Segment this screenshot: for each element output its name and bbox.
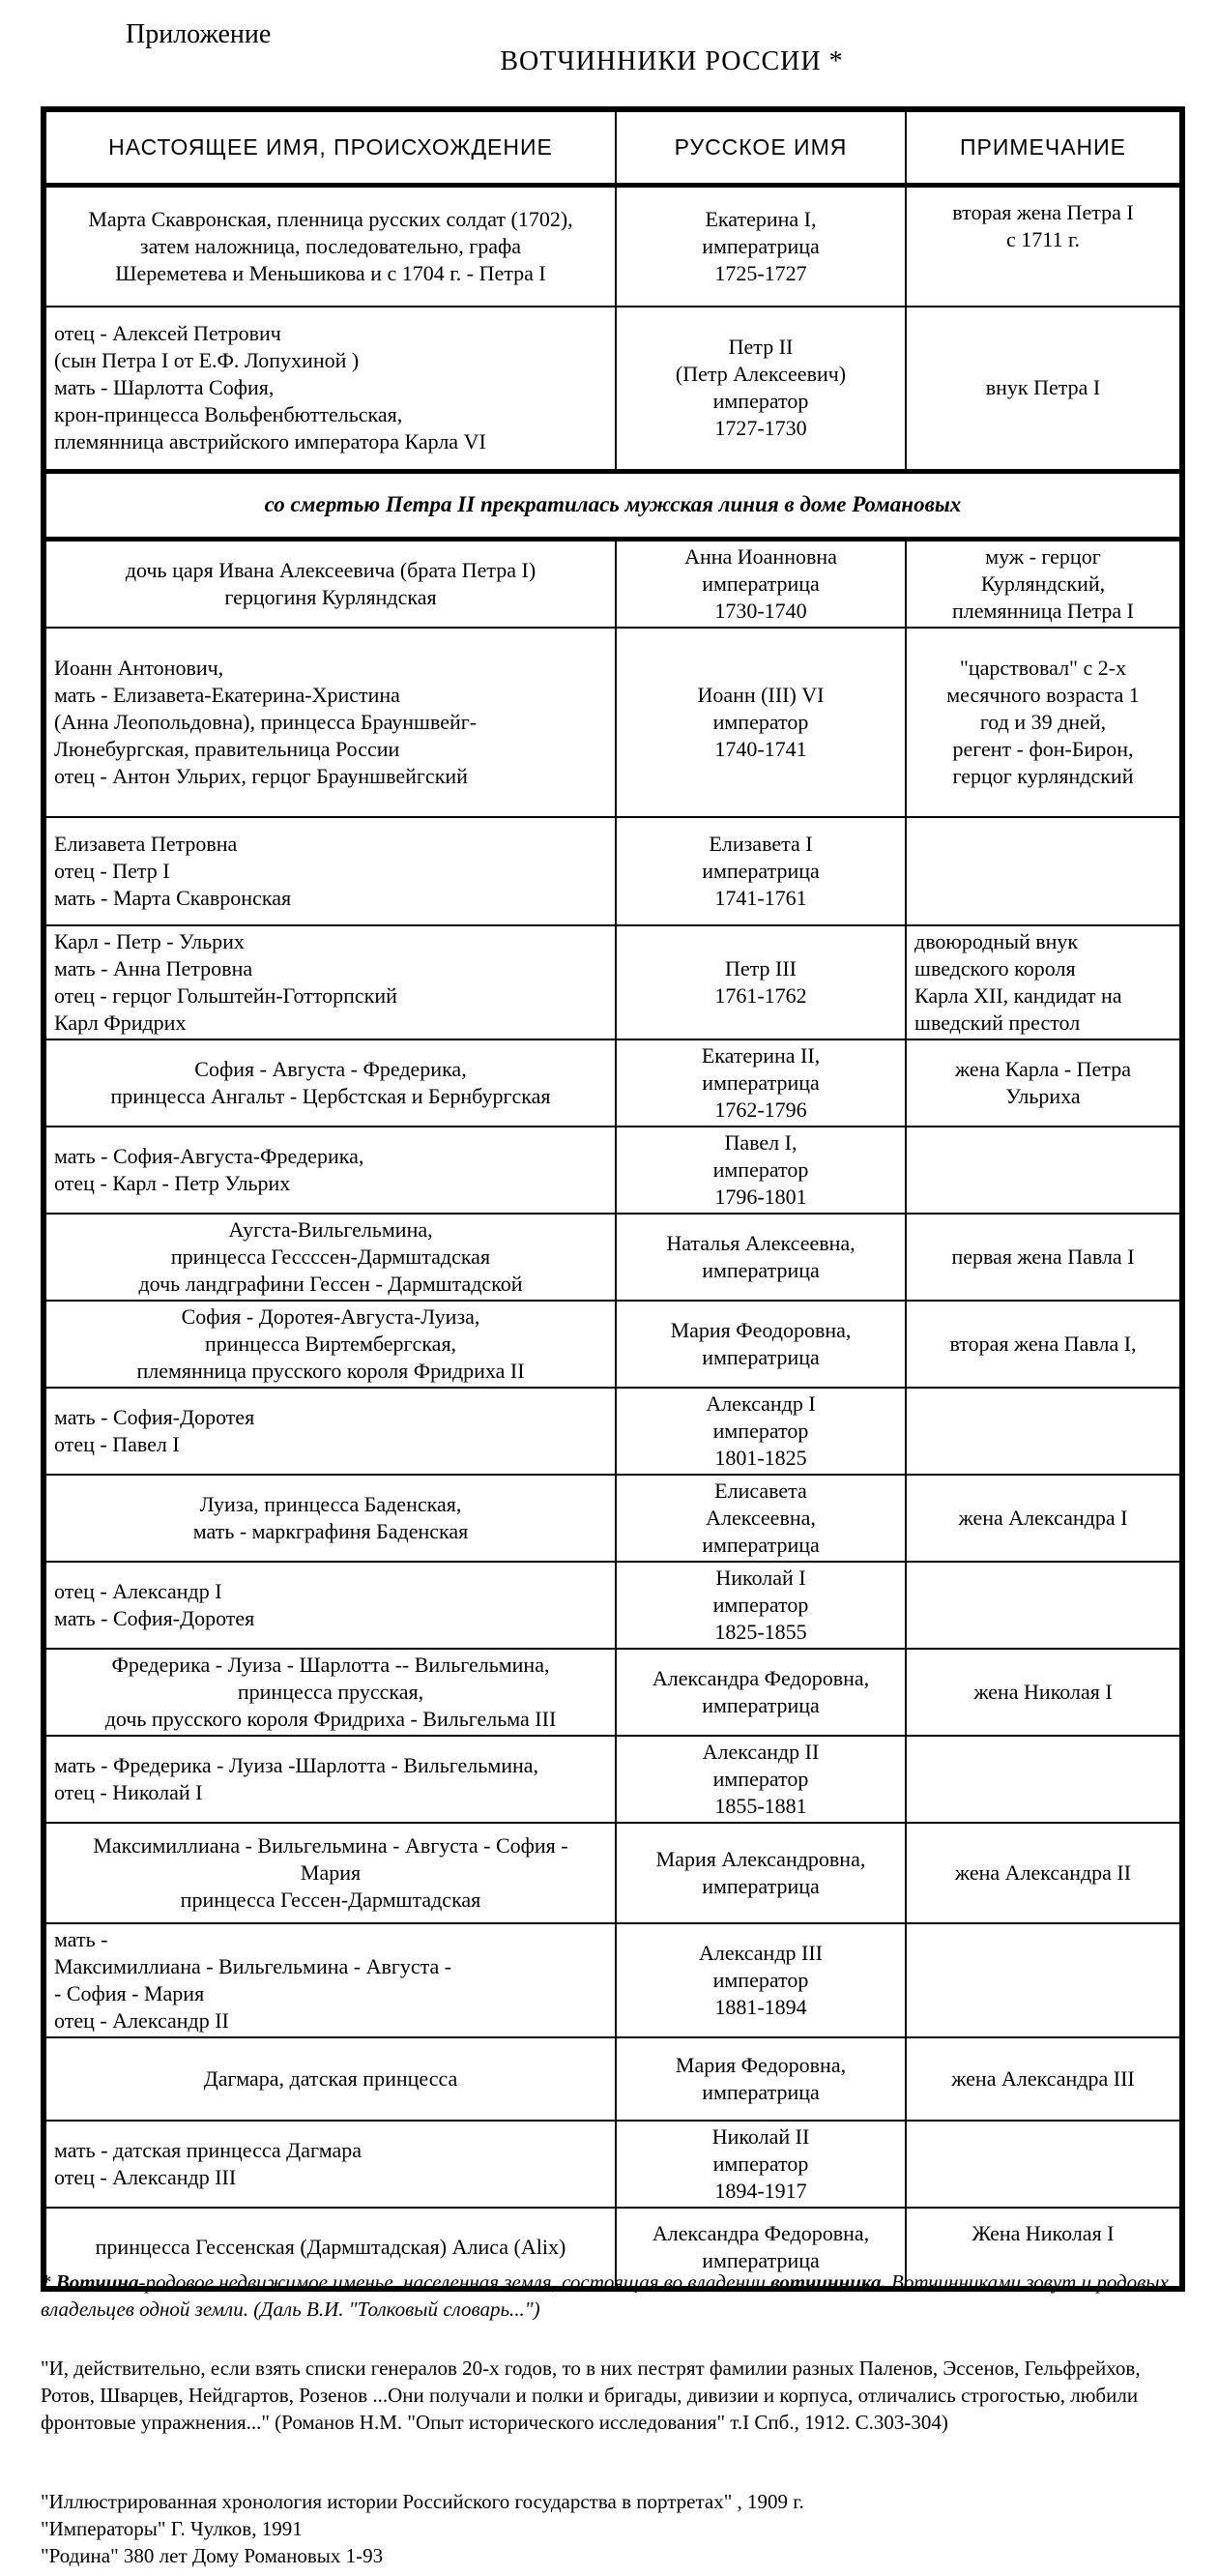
russian-name-cell: Александр I император 1801-1825 [616,1388,906,1475]
russian-name-cell: Александра Федоровна, императрица [616,2208,906,2289]
origin-cell: Луиза, принцесса Баденская, мать - маркграфиня Баденская [44,1475,616,1562]
table-row [44,1475,1182,1562]
origin-cell: мать - София-Доротея отец - Павел I [44,1388,616,1475]
column-header-origin: НАСТОЯЩЕЕ ИМЯ, ПРОИСХОЖДЕНИЕ [44,109,616,185]
sources-list [41,2488,1181,2569]
table-row [44,1736,1182,1823]
origin-cell: Елизавета Петровна отец - Петр I мать - Марта Скавронская [44,817,616,925]
origin-cell: мать - Фредерика - Луиза -Шарлотта - Вильгельмина, отец - Николай I [44,1736,616,1823]
footnote-star: * [41,2270,56,2294]
page-title: ВОТЧИННИКИ РОССИИ * [500,46,844,76]
origin-cell: принцесса Гессенская (Дармштадская) Алиса (Alix) [44,2208,616,2289]
footnote-term-2: вотчинника. [770,2270,886,2294]
origin-cell: София - Августа - Фредерика, принцесса Ангальт - Цербстская и Бернбургская [44,1039,616,1127]
divider-text: со смертью Петра II прекратилась мужская линия в доме Романовых [44,471,1182,539]
russian-name-cell: Елисавета Алексеевна, императрица [616,1475,906,1562]
origin-cell: мать - Максимиллиана - Вильгельмина - Августа - - София - Мария отец - Александр II [44,1923,616,2037]
note-cell: внук Петра I [906,307,1182,471]
note-cell [906,1736,1182,1823]
note-cell [906,1923,1182,2037]
origin-cell: Фредерика - Луиза - Шарлотта -- Вильгельмина, принцесса прусская, дочь прусского короля Фридриха - Вильгельма III [44,1649,616,1736]
origin-cell: дочь царя Ивана Алексеевича (брата Петра I) герцогиня Курляндская [44,539,616,628]
origin-cell: мать - София-Августа-Фредерика, отец - Карл - Петр Ульрих [44,1127,616,1214]
table-row [44,2037,1182,2121]
note-cell: муж - герцог Курляндский, племянница Петра I [906,539,1182,628]
origin-cell: отец - Алексей Петрович (сын Петра I от Е.Ф. Лопухиной ) мать - Шарлотта София, крон-принцесса Вольфенбюттельская, племянница австрийского императора Карла VI [44,307,616,471]
origin-cell: отец - Александр I мать - София-Доротея [44,1562,616,1649]
table-row [44,1923,1182,2037]
table-row [44,925,1182,1039]
russian-name-cell: Николай II император 1894-1917 [616,2121,906,2208]
table-row [44,1649,1182,1736]
origin-cell: Марта Скавронская, пленница русских солдат (1702), затем наложница, последовательно, графа Шереметева и Меньшикова и с 1704 г. - Петра I [44,185,616,307]
russian-name-cell: Александр III император 1881-1894 [616,1923,906,2037]
origin-cell: София - Доротея-Августа-Луиза, принцесса Виртембергская, племянница прусского короля Фридриха II [44,1301,616,1388]
origin-cell: Дагмара, датская принцесса [44,2037,616,2121]
note-cell: жена Александра III [906,2037,1182,2121]
note-cell [906,2121,1182,2208]
russian-name-cell: Екатерина I, императрица 1725-1727 [616,185,906,307]
russian-name-cell: Анна Иоанновна императрица 1730-1740 [616,539,906,628]
table-row [44,1562,1182,1649]
table-row [44,2121,1182,2208]
footnote-text-1: -родовое недвижимое именье, населенная земля, состоящая во владении [138,2270,771,2294]
russian-name-cell: Петр II (Петр Алексеевич) император 1727-1730 [616,307,906,471]
russian-name-cell: Петр III 1761-1762 [616,925,906,1039]
table-row [44,628,1182,817]
russian-name-cell: Мария Александровна, императрица [616,1823,906,1923]
note-cell: первая жена Павла I [906,1214,1182,1301]
russian-name-cell: Иоанн (III) VI император 1740-1741 [616,628,906,817]
table-row [44,1301,1182,1388]
table-row [44,307,1182,471]
russian-name-cell: Наталья Алексеевна, императрица [616,1214,906,1301]
note-cell [906,1562,1182,1649]
source-item: "Императоры" Г. Чулков, 1991 [41,2517,303,2540]
source-item: "Иллюстрированная хронология истории Российского государства в портретах" , 1909 г. [41,2490,804,2513]
table-row [44,817,1182,925]
note-cell: Жена Николая I [906,2208,1182,2289]
rulers-table [41,106,1185,2292]
origin-cell: мать - датская принцесса Дагмара отец - Александр III [44,2121,616,2208]
footnote-term: Вотчина [55,2270,139,2294]
note-cell [906,1127,1182,1214]
russian-name-cell: Мария Феодоровна, императрица [616,1301,906,1388]
table-row [44,1388,1182,1475]
appendix-label: Приложение [126,19,272,49]
russian-name-cell: Павел I, император 1796-1801 [616,1127,906,1214]
note-cell: "царствовал" с 2-х месячного возраста 1 год и 39 дней, регент - фон-Бирон, герцог курляндский [906,628,1182,817]
origin-cell: Иоанн Антонович, мать - Елизавета-Екатерина-Христина (Анна Леопольдовна), принцесса Брауншвейг- Люнебургская, правительница России отец - Антон Ульрих, герцог Брауншвейгский [44,628,616,817]
origin-cell: Максимиллиана - Вильгельмина - Августа - София - Мария принцесса Гессен-Дармштадская [44,1823,616,1923]
note-cell: жена Александра I [906,1475,1182,1562]
russian-name-cell: Александр II император 1855-1881 [616,1736,906,1823]
source-item: "Родина" 380 лет Дому Романовых 1-93 [41,2544,384,2567]
note-cell [906,1388,1182,1475]
note-cell [906,817,1182,925]
table-row [44,1039,1182,1127]
table-row [44,539,1182,628]
footnote-text-2: Вотчинниками зовут и родовых владельцев одной земли. (Даль В.И. "Толковый словарь...") [41,2270,1169,2321]
note-cell: жена Карла - Петра Ульриха [906,1039,1182,1127]
table-row [44,1127,1182,1214]
note-cell: жена Николая I [906,1649,1182,1736]
column-header-russian-name: РУССКОЕ ИМЯ [616,109,906,185]
russian-name-cell: Елизавета I императрица 1741-1761 [616,817,906,925]
column-header-note: ПРИМЕЧАНИЕ [906,109,1182,185]
footnote [41,2269,1181,2323]
table-row [44,1823,1182,1923]
origin-cell: Аугста-Вильгельмина, принцесса Гессссен-Дармштадская дочь ландграфини Гессен - Дармштадской [44,1214,616,1301]
russian-name-cell: Мария Федоровна, императрица [616,2037,906,2121]
note-cell: вторая жена Павла I, [906,1301,1182,1388]
note-cell: двоюродный внук шведского короля Карла XII, кандидат на шведский престол [906,925,1182,1039]
table-row [44,185,1182,307]
russian-name-cell: Николай I император 1825-1855 [616,1562,906,1649]
note-cell: жена Александра II [906,1823,1182,1923]
russian-name-cell: Александра Федоровна, императрица [616,1649,906,1736]
note-cell: вторая жена Петра I с 1711 г. [906,185,1182,307]
divider-row [44,471,1182,539]
table-row [44,1214,1182,1301]
quote-paragraph: "И, действительно, если взять списки генералов 20-х годов, то в них пестрят фамилии разных Паленов, Эссенов, Гельфрейхов, Ротов, Шварцев, Нейдгартов, Розенов ...Они получали и полки и бригады, дивизии и корпуса, отличались строгостью, любили фронтовые упражнения..." (Романов Н.М. "Опыт исторического исследования" т.I Спб., 1912. С.303-304) [41,2356,1141,2434]
russian-name-cell: Екатерина II, императрица 1762-1796 [616,1039,906,1127]
origin-cell: Карл - Петр - Ульрих мать - Анна Петровна отец - герцог Гольштейн-Готторпский Карл Фридрих [44,925,616,1039]
table-header-row [44,109,1182,185]
